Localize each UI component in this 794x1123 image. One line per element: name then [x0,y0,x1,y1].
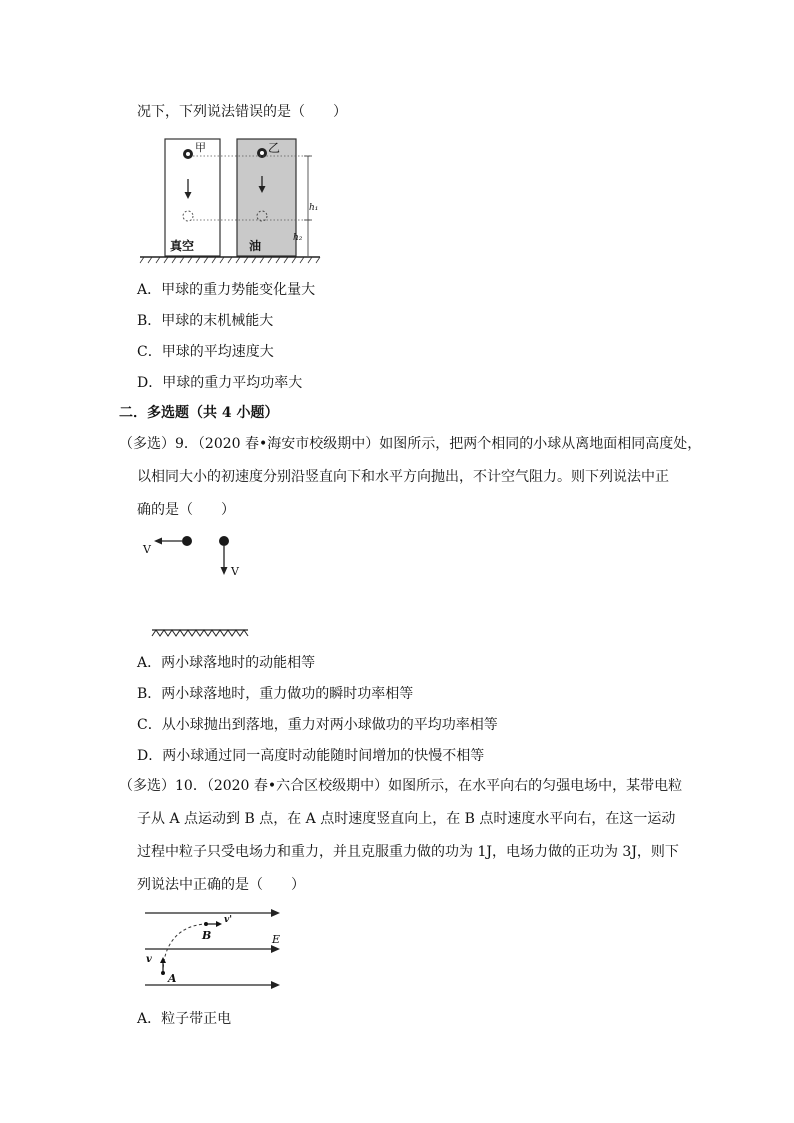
q10-option-a: A．粒子带正电 [137,1011,232,1027]
section-heading: 二．多选题（共 4 小题） [119,405,279,421]
arrow-up-icon [160,957,166,963]
q9-option-a: A．两小球落地时的动能相等 [137,655,316,671]
arrow-right-icon [271,909,280,917]
q9-option-b: B．两小球落地时，重力做功的瞬时功率相等 [137,686,414,702]
label-B: B [202,929,212,942]
label-h2: h₂ [293,233,303,243]
q9-stem-line-1: （多选）9．（2020 春•海安市校级期中）如图所示，把两个相同的小球从离地面相同高度处， [119,436,702,452]
q8-option-a: A．甲球的重力势能变化量大 [137,282,316,298]
label-h1: h₁ [309,203,319,213]
label-v-down: V [231,565,239,578]
ball-horizontal [182,536,192,546]
ball-vertical [219,536,229,546]
q8-option-b: B．甲球的末机械能大 [137,313,274,329]
arrow-right-icon [216,921,222,927]
label-A: A [168,972,177,985]
q9-stem [119,428,701,527]
arrow-left-icon [154,538,162,545]
q8-option-c: C．甲球的平均速度大 [137,344,274,360]
q9-stem-line-3: 确的是（ ） [137,502,235,518]
label-oil: 油 [249,239,262,253]
q10-figure [140,903,290,995]
arrow-right-icon [271,945,280,953]
label-yi: 乙 [268,141,281,155]
q10-stem-line-1: （多选）10．（2020 春•六合区校级期中）如图所示，在水平向右的匀强电场中，某带电粒 [119,778,683,794]
label-v: v [146,954,152,965]
q8-stem-tail: 况下，下列说法错误的是（ ） [137,104,347,120]
q9-figure [140,532,255,642]
q9-option-c: C．从小球抛出到落地，重力对两小球做功的平均功率相等 [137,717,498,733]
label-vacuum: 真空 [170,239,195,253]
q8-option-d: D．甲球的重力平均功率大 [137,375,303,391]
q10-stem-line-4: 列说法中正确的是（ ） [137,877,305,893]
arrow-right-icon [271,981,280,989]
label-jia: 甲 [195,141,206,154]
label-v-left: V [143,543,151,556]
q10-stem-line-3: 过程中粒子只受电场力和重力，并且克服重力做的功为 1J，电场力做的正功为 3J，则下 [137,844,679,860]
arrow-down-icon [221,567,228,575]
q10-stem-line-2: 子从 A 点运动到 B 点，在 A 点时速度竖直向上，在 B 点时速度水平向右，在这一运动 [137,811,676,827]
label-v-prime: v' [224,915,232,925]
q10-stem [119,770,682,902]
q8-figure [140,134,320,270]
q9-stem-line-2: 以相同大小的初速度分别沿竖直向下和水平方向抛出，不计空气阻力。则下列说法中正 [137,469,669,485]
label-E: E [272,933,281,946]
oil-container [237,139,296,256]
q9-option-d: D．两小球通过同一高度时动能随时间增加的快慢不相等 [137,748,485,764]
